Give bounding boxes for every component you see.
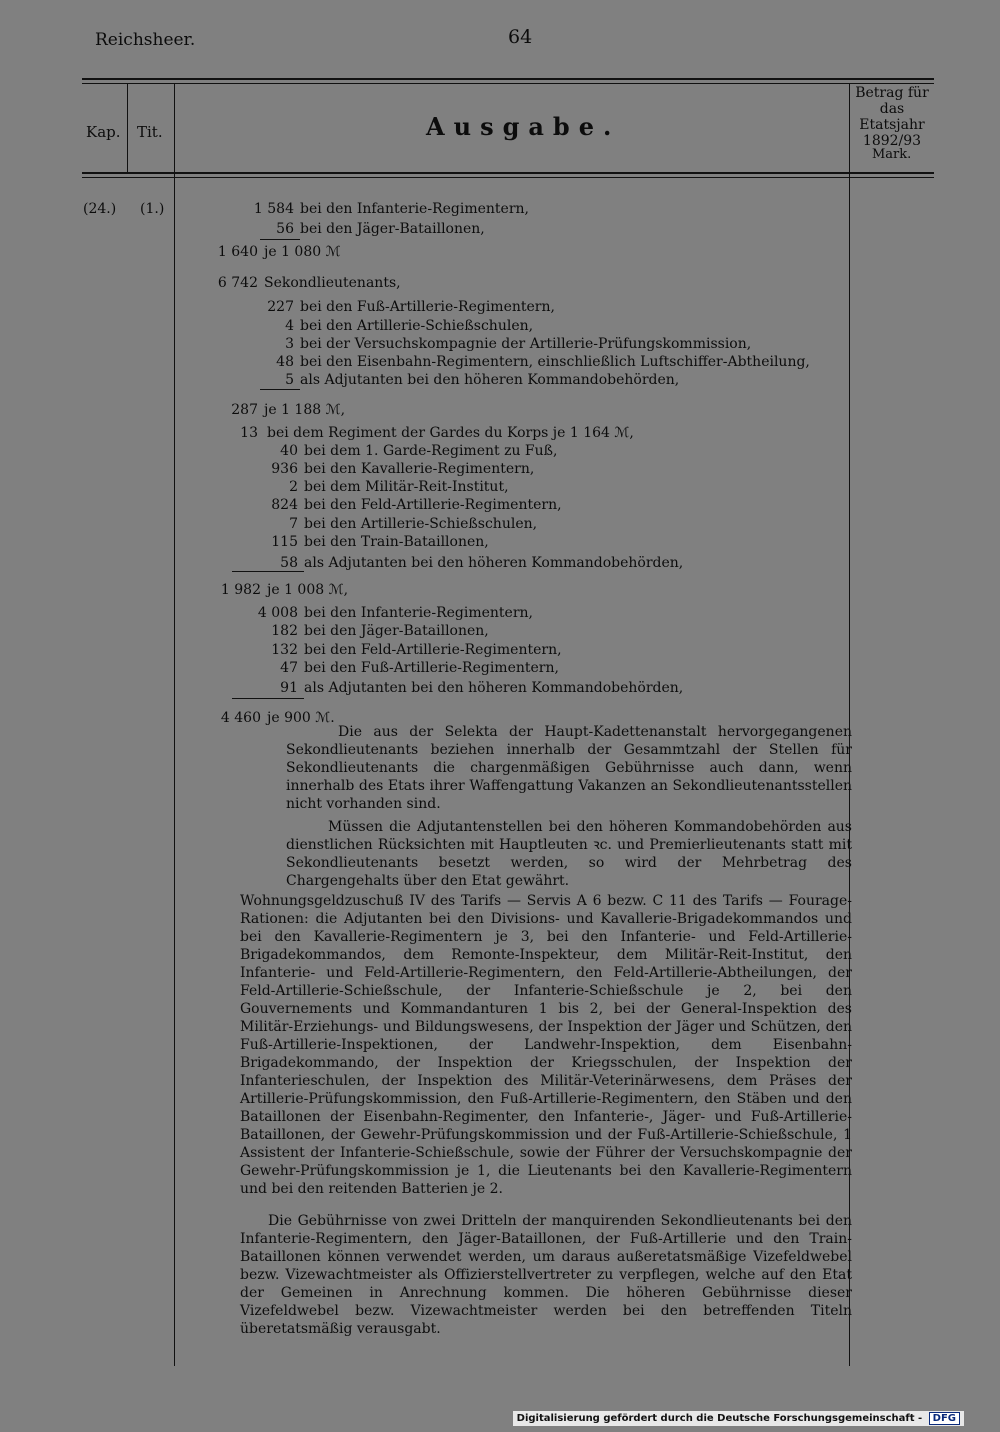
note-paragraph-4: Die Gebührnisse von zwei Dritteln der manquirenden Sekondlieutenants bei den Infanterie-Regimentern, den Jäger-Bataillonen, der Fuß-Artillerie und den Train-Bataillonen können verwendet werden, um daraus außeretatsmäßige Vizefeldwebel bezw. Vizewachtmeister als Offizierstellvertreter zu verpflegen, welche auf den Etat der Gemeinen in Anrechnung kommen. Die höheren Gebührnisse dieser Vizefeldwebel bezw. Vizewachtmeister werden bei den betreffenden Titeln überetatsmäßig verausgabt.	[240, 1213, 852, 1337]
line-count: 40	[280, 443, 298, 459]
line-text: bei den Feld-Artillerie-Regimentern,	[304, 497, 562, 513]
line-text: bei dem Regiment der Gardes du Korps je 1 164 ℳ,	[267, 425, 634, 441]
sum-rule	[232, 571, 304, 572]
line-count: 5	[285, 372, 294, 388]
line-text: bei den Artillerie-Schießschulen,	[304, 516, 538, 532]
line-count: 1 982	[220, 582, 261, 598]
line-text: als Adjutanten bei den höheren Kommandobehörden,	[300, 372, 680, 388]
top-rule	[82, 78, 934, 80]
line-text: bei den Feld-Artillerie-Regimentern,	[304, 642, 562, 658]
sum-rule	[260, 239, 300, 240]
page-number: 64	[508, 26, 533, 48]
line-count: 3	[285, 336, 294, 352]
line-count: 56	[276, 221, 294, 237]
line-count: 182	[271, 623, 298, 639]
line-text: bei dem 1. Garde-Regiment zu Fuß,	[304, 443, 558, 459]
line-count: 132	[271, 642, 298, 658]
line-count: 47	[280, 660, 298, 676]
line-count: 287	[231, 402, 258, 418]
line-text: bei den Infanterie-Regimentern,	[304, 605, 533, 621]
chapter-ref: (24.)	[83, 201, 117, 217]
line-text: als Adjutanten bei den höheren Kommandobehörden,	[304, 680, 684, 696]
line-count: 2	[289, 479, 298, 495]
line-count: 1 584	[253, 201, 294, 217]
column-divider-kap	[127, 84, 128, 172]
sum-rule	[260, 389, 300, 390]
column-divider-tit	[174, 84, 175, 1366]
line-count: 4 008	[257, 605, 298, 621]
digitization-credit	[513, 1411, 964, 1426]
line-count: 6 742	[217, 275, 258, 291]
line-text: bei der Versuchskompagnie der Artillerie-Prüfungskommission,	[300, 336, 752, 352]
note-paragraph-2: Müssen die Adjutantenstellen bei den höheren Kommandobehörden aus dienstlichen Rücksichten mit Hauptleuten ꝛc. und Premierlieutenants statt mit Sekondlieutenants besetzt werden, so wird der Mehrbetrag des Chargengehalts über den Etat gewährt.	[286, 819, 852, 889]
line-count: 13	[240, 425, 258, 441]
line-text: bei den Jäger-Bataillonen,	[304, 623, 489, 639]
header-bottom-rule-thin	[82, 177, 934, 178]
line-text: bei den Eisenbahn-Regimentern, einschließlich Luftschiffer-Abtheilung,	[300, 354, 810, 370]
line-text: bei den Fuß-Artillerie-Regimentern,	[300, 299, 555, 315]
page-title: Ausgabe.	[426, 112, 621, 141]
line-count: 4 460	[220, 710, 261, 726]
line-count: 48	[276, 354, 294, 370]
line-text: je 900 ℳ.	[267, 710, 335, 726]
line-text: bei den Infanterie-Regimentern,	[300, 201, 529, 217]
column-heading-kap: Kap.	[86, 123, 121, 141]
dfg-logo: DFG	[929, 1412, 960, 1425]
line-count: 227	[267, 299, 294, 315]
line-count: 91	[280, 680, 298, 696]
line-text: je 1 188 ℳ,	[264, 402, 346, 418]
currency-unit: Mark.	[872, 147, 912, 162]
line-text: bei den Jäger-Bataillonen,	[300, 221, 485, 237]
note-paragraph-1: Die aus der Selekta der Haupt-Kadettenanstalt hervorgegangenen Sekondlieutenants beziehen innerhalb der Gesammtzahl der Stellen für Sekondlieutenants die chargenmäßigen Gebührnisse auch dann, wenn innerhalb des Etats ihrer Waffengattung Vakanzen an Sekondlieutenantsstellen nicht vorhanden sind.	[286, 724, 852, 812]
line-text: bei den Artillerie-Schießschulen,	[300, 318, 534, 334]
header-bottom-rule	[82, 172, 934, 174]
line-text: bei dem Militär-Reit-Institut,	[304, 479, 509, 495]
line-count: 936	[271, 461, 298, 477]
line-count: 115	[271, 534, 298, 550]
top-rule-thin	[82, 83, 934, 84]
line-count: 4	[285, 318, 294, 334]
line-text: bei den Train-Bataillonen,	[304, 534, 489, 550]
line-count: 1 640	[217, 244, 258, 260]
column-heading-tit: Tit.	[137, 123, 163, 141]
sum-rule	[232, 698, 304, 699]
line-text: je 1 080 ℳ	[264, 244, 341, 260]
line-text: bei den Fuß-Artillerie-Regimentern,	[304, 660, 559, 676]
line-count: 58	[280, 555, 298, 571]
running-header: Reichsheer.	[95, 30, 196, 50]
line-text: bei den Kavallerie-Regimentern,	[304, 461, 535, 477]
title-ref: (1.)	[140, 201, 165, 217]
line-text: Sekondlieutenants,	[264, 275, 401, 291]
line-count: 824	[271, 497, 298, 513]
line-count: 7	[289, 516, 298, 532]
column-heading-betrag: Betrag für das Etatsjahr 1892/93	[855, 85, 929, 149]
note-paragraph-3: Wohnungsgeldzuschuß IV des Tarifs — Servis A 6 bezw. C 11 des Tarifs — Fourage-Rationen: die Adjutanten bei den Divisions- und Kavallerie-Brigadekommandos und bei den Kavallerie-Regimentern je 3, bei den Infanterie- und Feld-Artillerie-Brigadekommandos, dem Remonte-Inspekteur, dem Militär-Reit-Institut, den Infanterie- und Feld-Artillerie-Regimentern, den Feld-Artillerie-Abtheilungen, der Feld-Artillerie-Schießschule, der Infanterie-Schießschule je 2, bei den Gouvernements und Kommandanturen 1 bis 2, bei der General-Inspektion des Militär-Erziehungs- und Bildungswesens, der Inspektion der Jäger und Schützen, den Fuß-Artillerie-Inspektionen, der Landwehr-Inspektion, dem Eisenbahn-Brigadekommando, der Inspektion der Kriegsschulen, der Inspektion der Infanterieschulen, der Inspektion des Militär-Veterinärwesens, dem Präses der Artillerie-Prüfungskommission, den Fuß-Artillerie-Regimentern, den Stäben und den Bataillonen der Eisenbahn-Regimenter, den Infanterie-, Jäger- und Fuß-Artillerie-Bataillonen, der Gewehr-Prüfungskommission und der Fuß-Artillerie-Schießschule, 1 Assistent der Infanterie-Schießschule, sowie der Führer der Versuchskompagnie der Gewehr-Prüfungskommission je 1, die Lieutenants bei den Kavallerie-Regimentern und bei den reitenden Batterien je 2.	[240, 893, 852, 1197]
credit-text: Digitalisierung gefördert durch die Deutsche Forschungsgemeinschaft -	[516, 1413, 923, 1424]
line-text: als Adjutanten bei den höheren Kommandobehörden,	[304, 555, 684, 571]
line-text: je 1 008 ℳ,	[267, 582, 349, 598]
